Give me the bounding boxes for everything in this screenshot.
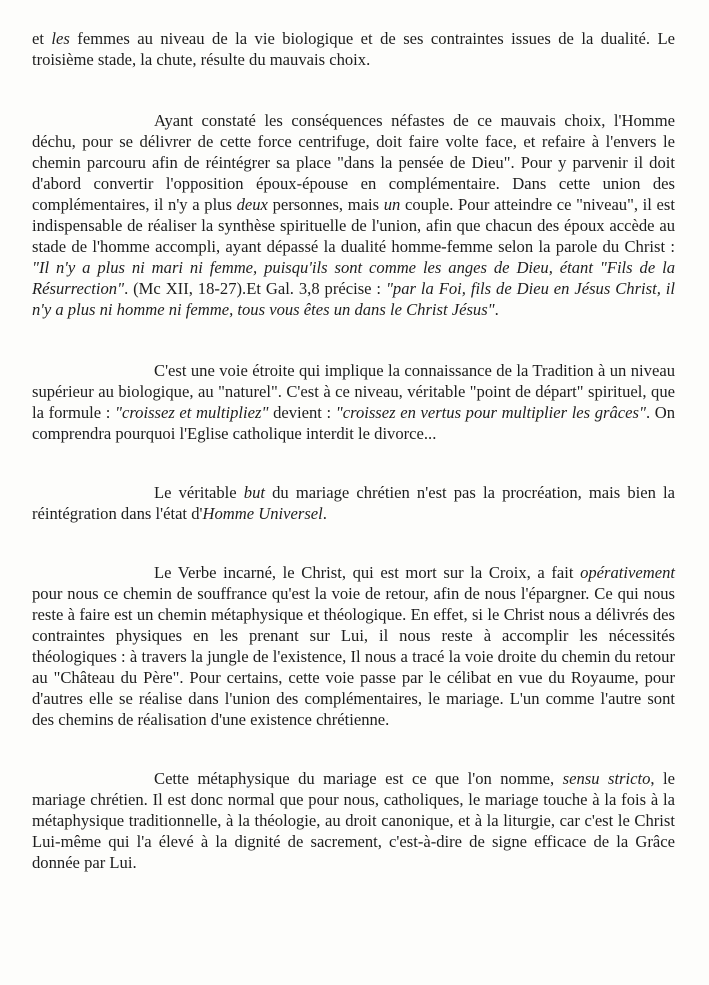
italic-text: un	[383, 195, 401, 214]
italic-text: "Il n'y a plus ni mari ni femme, puisqu'ils sont comme les anges de Dieu, étant "Fils de la Résurrection"	[32, 258, 675, 298]
paragraph	[32, 110, 675, 320]
paragraph-gap	[32, 524, 675, 562]
paragraph-gap	[32, 70, 675, 110]
text-run: Cette métaphysique du mariage est ce que l'on nomme,	[154, 769, 563, 788]
paragraph	[32, 360, 675, 444]
text-run: pour nous ce chemin de souffrance qu'est la voie de retour, afin de nous l'épargner. Ce qui nous reste à faire est un chemin métaphysique et théologique. En effet, si le Christ nous a délivrés des contraintes physiques en les prenant sur Lui, il nous reste à accomplir les nécessités théologiques : à travers la jungle de l'existence, Il nous a tracé la voie droite du chemin du retour au "Château du Père". Pour certains, cette voie passe par le célibat en vue du Royaume, pour d'autres elle se réalise dans l'union des complémentaires, le mariage. L'un comme l'autre sont des chemins de réalisation d'une existence chrétienne.	[32, 584, 675, 729]
italic-text: "croissez en vertus pour multiplier les grâces"	[335, 403, 646, 422]
text-run: Ayant constaté les conséquences néfastes de ce mauvais choix, l'Homme déchu, pour se délivrer de cette force centrifuge, doit faire volte face, et refaire à l'envers le chemin parcouru afin de réintégrer sa place "dans la pensée de Dieu". Pour y parvenir il doit d'abord convertir l'opposition époux-épouse en complémentaire. Dans cette union des complémentaires, il n'y a plus	[32, 111, 675, 214]
italic-text: deux	[236, 195, 268, 214]
text-run: , le mariage chrétien. Il est donc normal que pour nous, catholiques, le mariage touche à la fois à la métaphysique traditionnelle, à la théologie, au droit canonique, et à la liturgie, car c'est le Christ Lui-même qui l'a élevé à la dignité de sacrement, c'est-à-dire de signe efficace de la Grâce donnée par Lui.	[32, 769, 675, 872]
italic-text: but	[243, 483, 265, 502]
text-run: C'est une voie étroite qui implique la connaissance de la Tradition à un niveau supérieur au biologique, au "naturel". C'est à ce niveau, véritable "point de départ" spirituel, que la formule :	[32, 361, 675, 422]
paragraph	[32, 562, 675, 730]
text-run: du mariage chrétien n'est pas la procréation, mais bien la réintégration dans l'état d'	[32, 483, 675, 523]
italic-text: opérativement	[580, 563, 675, 582]
text-run: Le Verbe incarné, le Christ, qui est mort sur la Croix, a fait	[154, 563, 581, 582]
italic-text: "croissez et multipliez"	[114, 403, 269, 422]
italic-text: Homme Universel	[202, 504, 323, 523]
paragraph	[32, 28, 675, 70]
text-run: . On comprendra pourquoi l'Eglise catholique interdit le divorce...	[32, 403, 676, 443]
text-run: Le véritable	[154, 483, 244, 502]
paragraph	[32, 768, 675, 873]
text-run: devient :	[268, 403, 336, 422]
text-run: .	[322, 504, 327, 523]
text-run: personnes, mais	[267, 195, 384, 214]
text-run: . (Mc XII, 18-27).Et Gal. 3,8 précise :	[124, 279, 386, 298]
text-run: .	[494, 300, 499, 319]
italic-text: "par la Foi, fils de Dieu en Jésus Christ, il n'y a plus ni homme ni femme, tous vous êtes un dans le Christ Jésus"	[32, 279, 676, 319]
text-run: femmes au niveau de la vie biologique et de ses contraintes issues de la dualité. Le troisième stade, la chute, résulte du mauvais choix.	[32, 29, 675, 69]
paragraph-gap	[32, 730, 675, 768]
paragraph-gap	[32, 444, 675, 482]
italic-text: sensu stricto	[562, 769, 651, 788]
italic-text: les	[51, 29, 70, 48]
paragraph-gap	[32, 320, 675, 360]
text-run: et	[32, 29, 52, 48]
text-run: couple. Pour atteindre ce "niveau", il est indispensable de réaliser la synthèse spirituelle de l'union, afin que chacun des époux accède au stade de l'homme accompli, ayant dépassé la dualité homme-femme selon la parole du Christ :	[32, 195, 675, 256]
paragraph	[32, 482, 675, 524]
